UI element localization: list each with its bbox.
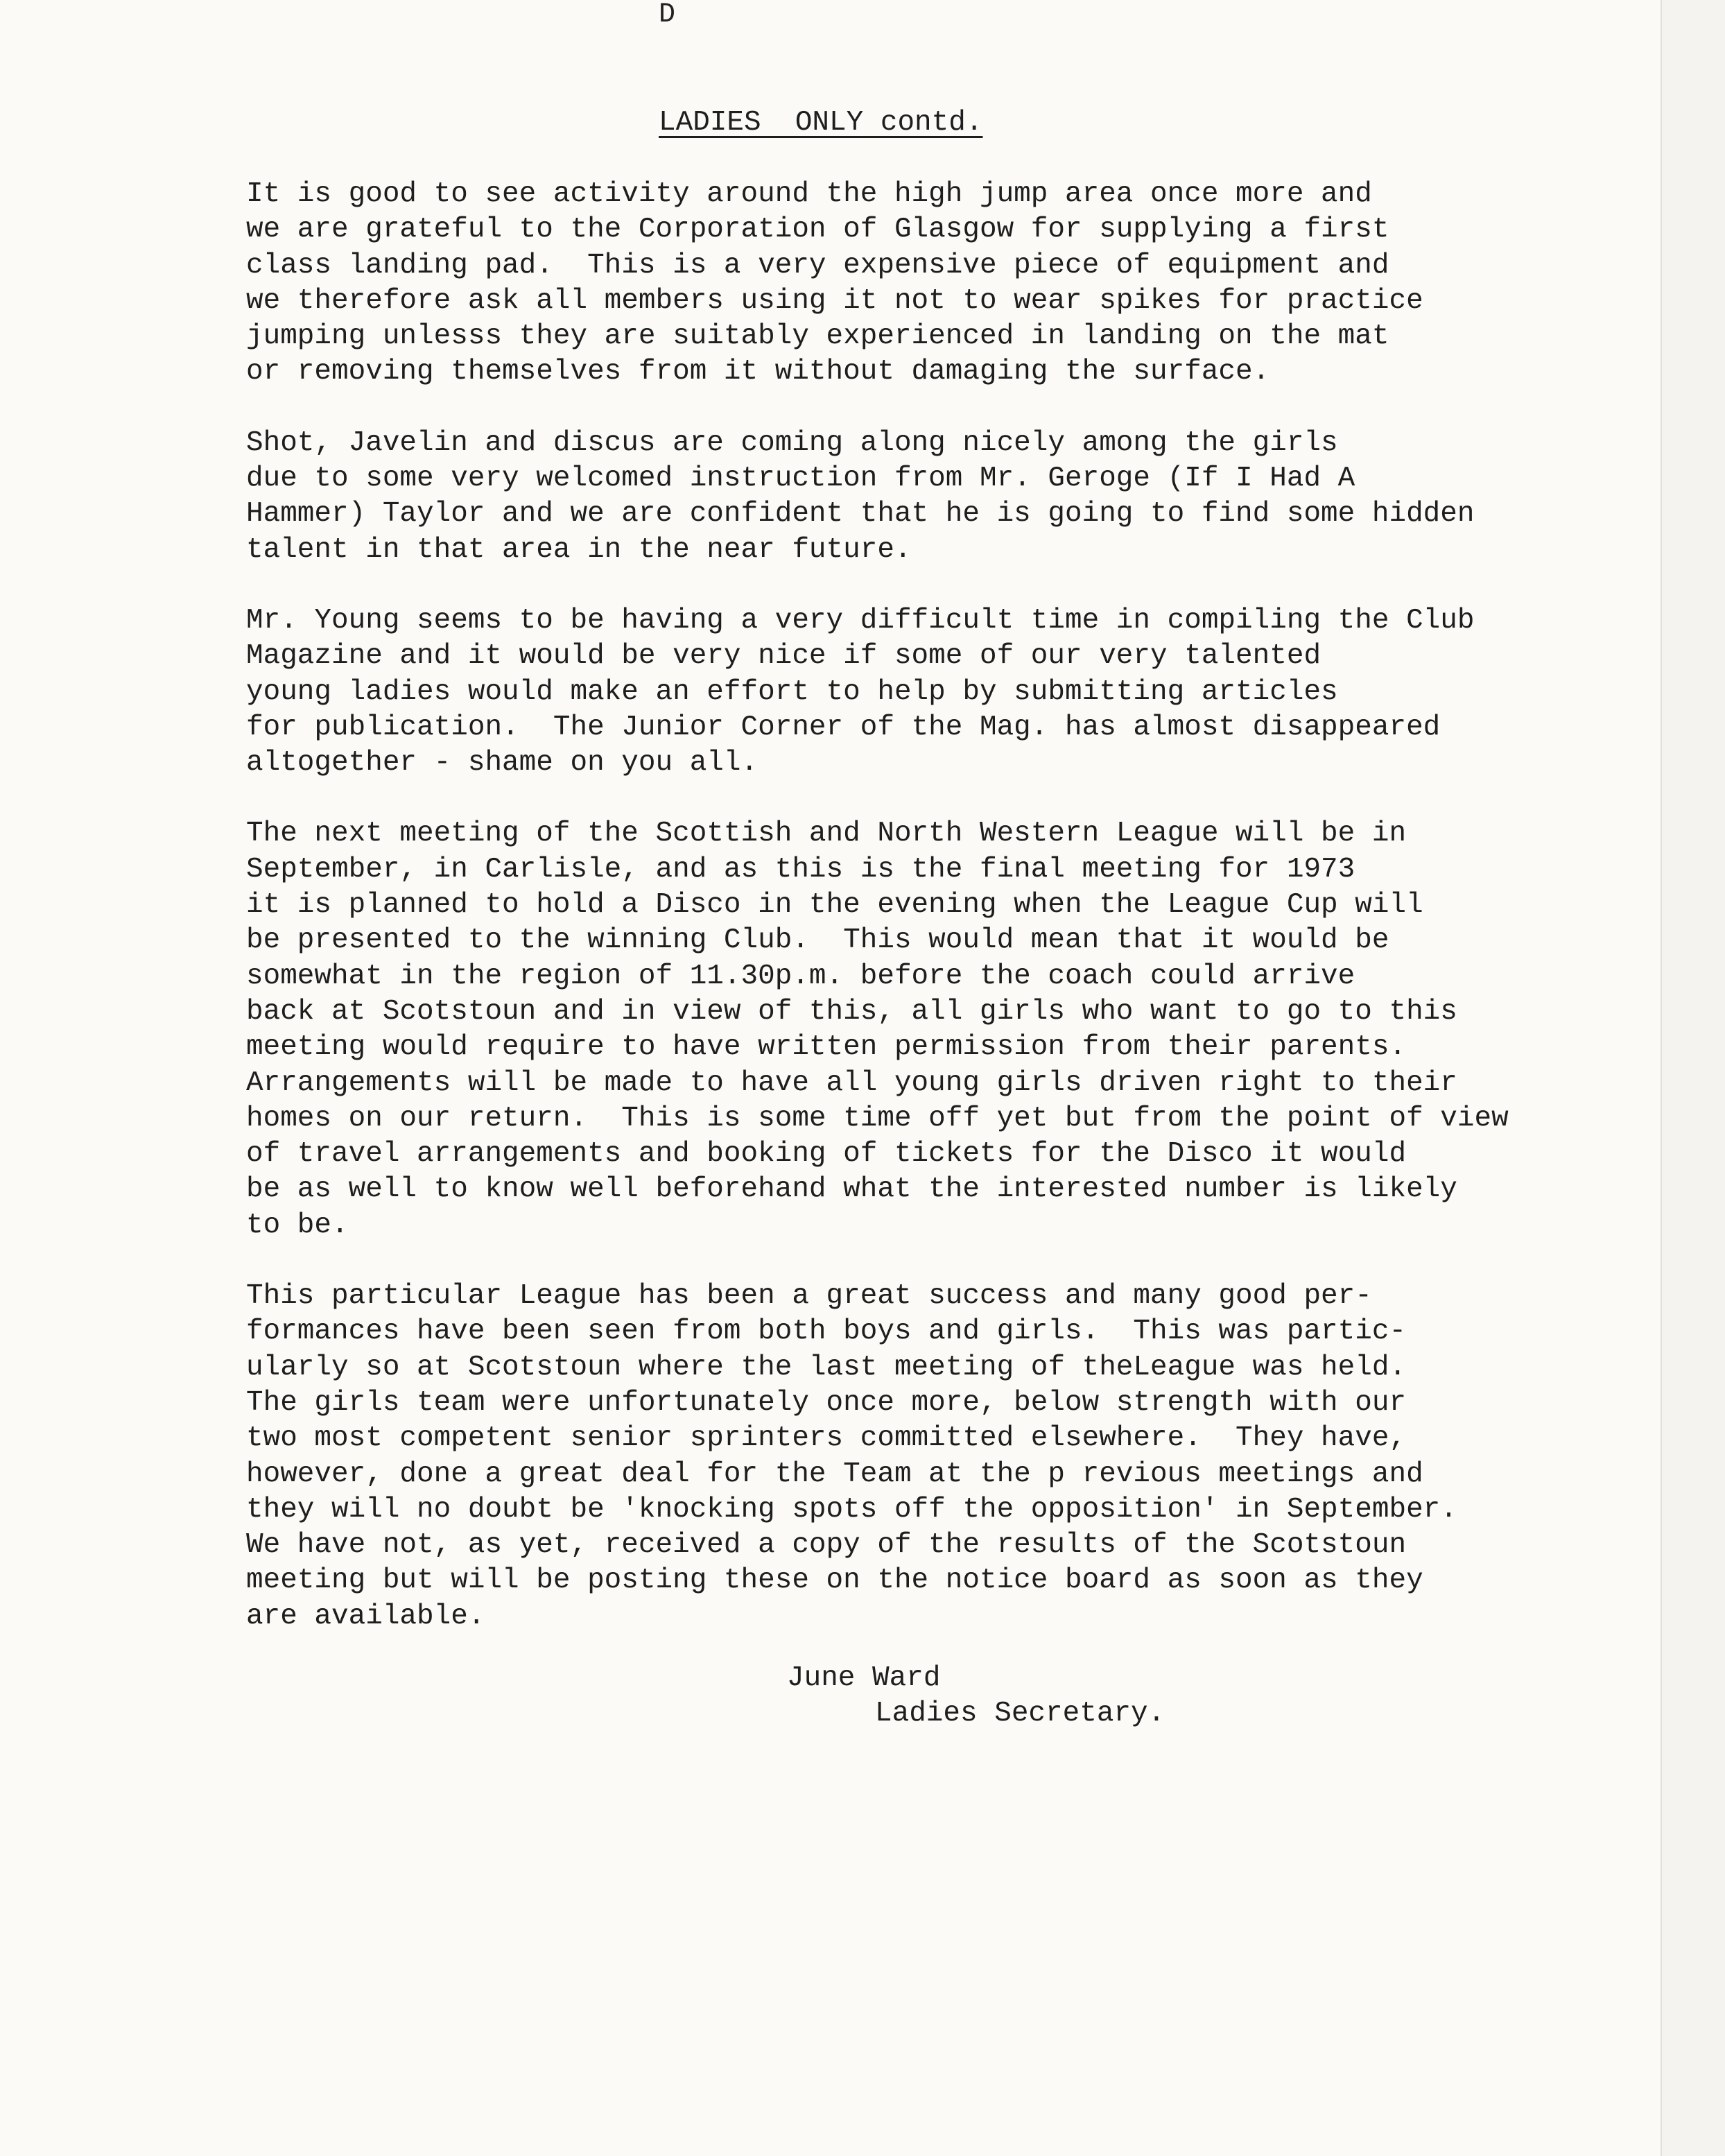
text-line: for publication. The Junior Corner of the Mag. has almost disappeared [246, 711, 1441, 743]
text-line: to be. [246, 1209, 349, 1241]
text-line: they will no doubt be 'knocking spots off the opposition' in September. [246, 1493, 1457, 1526]
text-line: somewhat in the region of 11.30p.m. before the coach could arrive [246, 960, 1355, 992]
adjacent-page-edge [1661, 0, 1725, 2156]
text-line: Magazine and it would be very nice if some of our very talented [246, 640, 1321, 673]
text-line: altogether - shame on you all. [246, 747, 759, 779]
text-line: of travel arrangements and booking of tickets for the Disco it would [246, 1138, 1407, 1171]
text-line: This particular League has been a great success and many good per- [246, 1280, 1372, 1313]
text-line: back at Scotstoun and in view of this, all girls who want to go to this [246, 995, 1457, 1028]
text-line: be as well to know well beforehand what the interested number is likely [246, 1173, 1457, 1206]
text-line: The next meeting of the Scottish and North Western League will be in [246, 818, 1407, 850]
paragraph-throws [246, 426, 1633, 568]
text-line: formances have been seen from both boys and girls. This was partic- [246, 1316, 1407, 1348]
text-line: It is good to see activity around the high jump area once more and [246, 178, 1372, 210]
text-line: or removing themselves from it without damaging the surface. [246, 356, 1270, 388]
paragraph-high-jump [246, 177, 1633, 390]
paragraph-league-success [246, 1279, 1633, 1635]
text-line: however, done a great deal for the Team at the p revious meetings and [246, 1458, 1423, 1490]
text-line: due to some very welcomed instruction from Mr. Geroge (If I Had A [246, 463, 1355, 495]
text-line: jumping unlesss they are suitably experienced in landing on the mat [246, 320, 1389, 353]
paragraph-magazine [246, 603, 1633, 781]
text-line: be presented to the winning Club. This would mean that it would be [246, 924, 1389, 957]
signature-role: Ladies Secretary. [875, 1698, 1165, 1730]
text-line: Mr. Young seems to be having a very difficult time in compiling the Club [246, 604, 1475, 637]
text-line: we are grateful to the Corporation of Glasgow for supplying a first [246, 214, 1389, 246]
text-line: The girls team were unfortunately once more, below strength with our [246, 1386, 1407, 1419]
text-line: September, in Carlisle, and as this is the final meeting for 1973 [246, 853, 1355, 886]
page-title: LADIES ONLY contd. [659, 107, 983, 139]
page-mark: D [659, 0, 676, 31]
text-line: meeting would require to have written permission from their parents. [246, 1031, 1407, 1064]
letter-body [246, 177, 1633, 1670]
text-line: it is planned to hold a Disco in the evening when the League Cup will [246, 889, 1423, 922]
text-line: Shot, Javelin and discus are coming along nicely among the girls [246, 426, 1338, 459]
paragraph-league-meeting [246, 816, 1633, 1243]
text-line: homes on our return. This is some time off yet but from the point of view [246, 1102, 1509, 1135]
text-line: Hammer) Taylor and we are confident that he is going to find some hidden [246, 498, 1475, 531]
text-line: Arrangements will be made to have all young girls driven right to their [246, 1067, 1457, 1099]
text-line: are available. [246, 1600, 485, 1632]
text-line: we therefore ask all members using it not to wear spikes for practice [246, 284, 1423, 317]
text-line: We have not, as yet, received a copy of the results of the Scotstoun [246, 1529, 1407, 1562]
text-line: two most competent senior sprinters committed elsewhere. They have, [246, 1422, 1407, 1455]
signature-name: June Ward [787, 1662, 941, 1694]
text-line: class landing pad. This is a very expensive piece of equipment and [246, 249, 1389, 282]
text-line: ularly so at Scotstoun where the last meeting of theLeague was held. [246, 1351, 1407, 1383]
text-line: talent in that area in the near future. [246, 533, 912, 566]
text-line: meeting but will be posting these on the notice board as soon as they [246, 1564, 1423, 1597]
text-line: young ladies would make an effort to help by submitting articles [246, 675, 1338, 708]
